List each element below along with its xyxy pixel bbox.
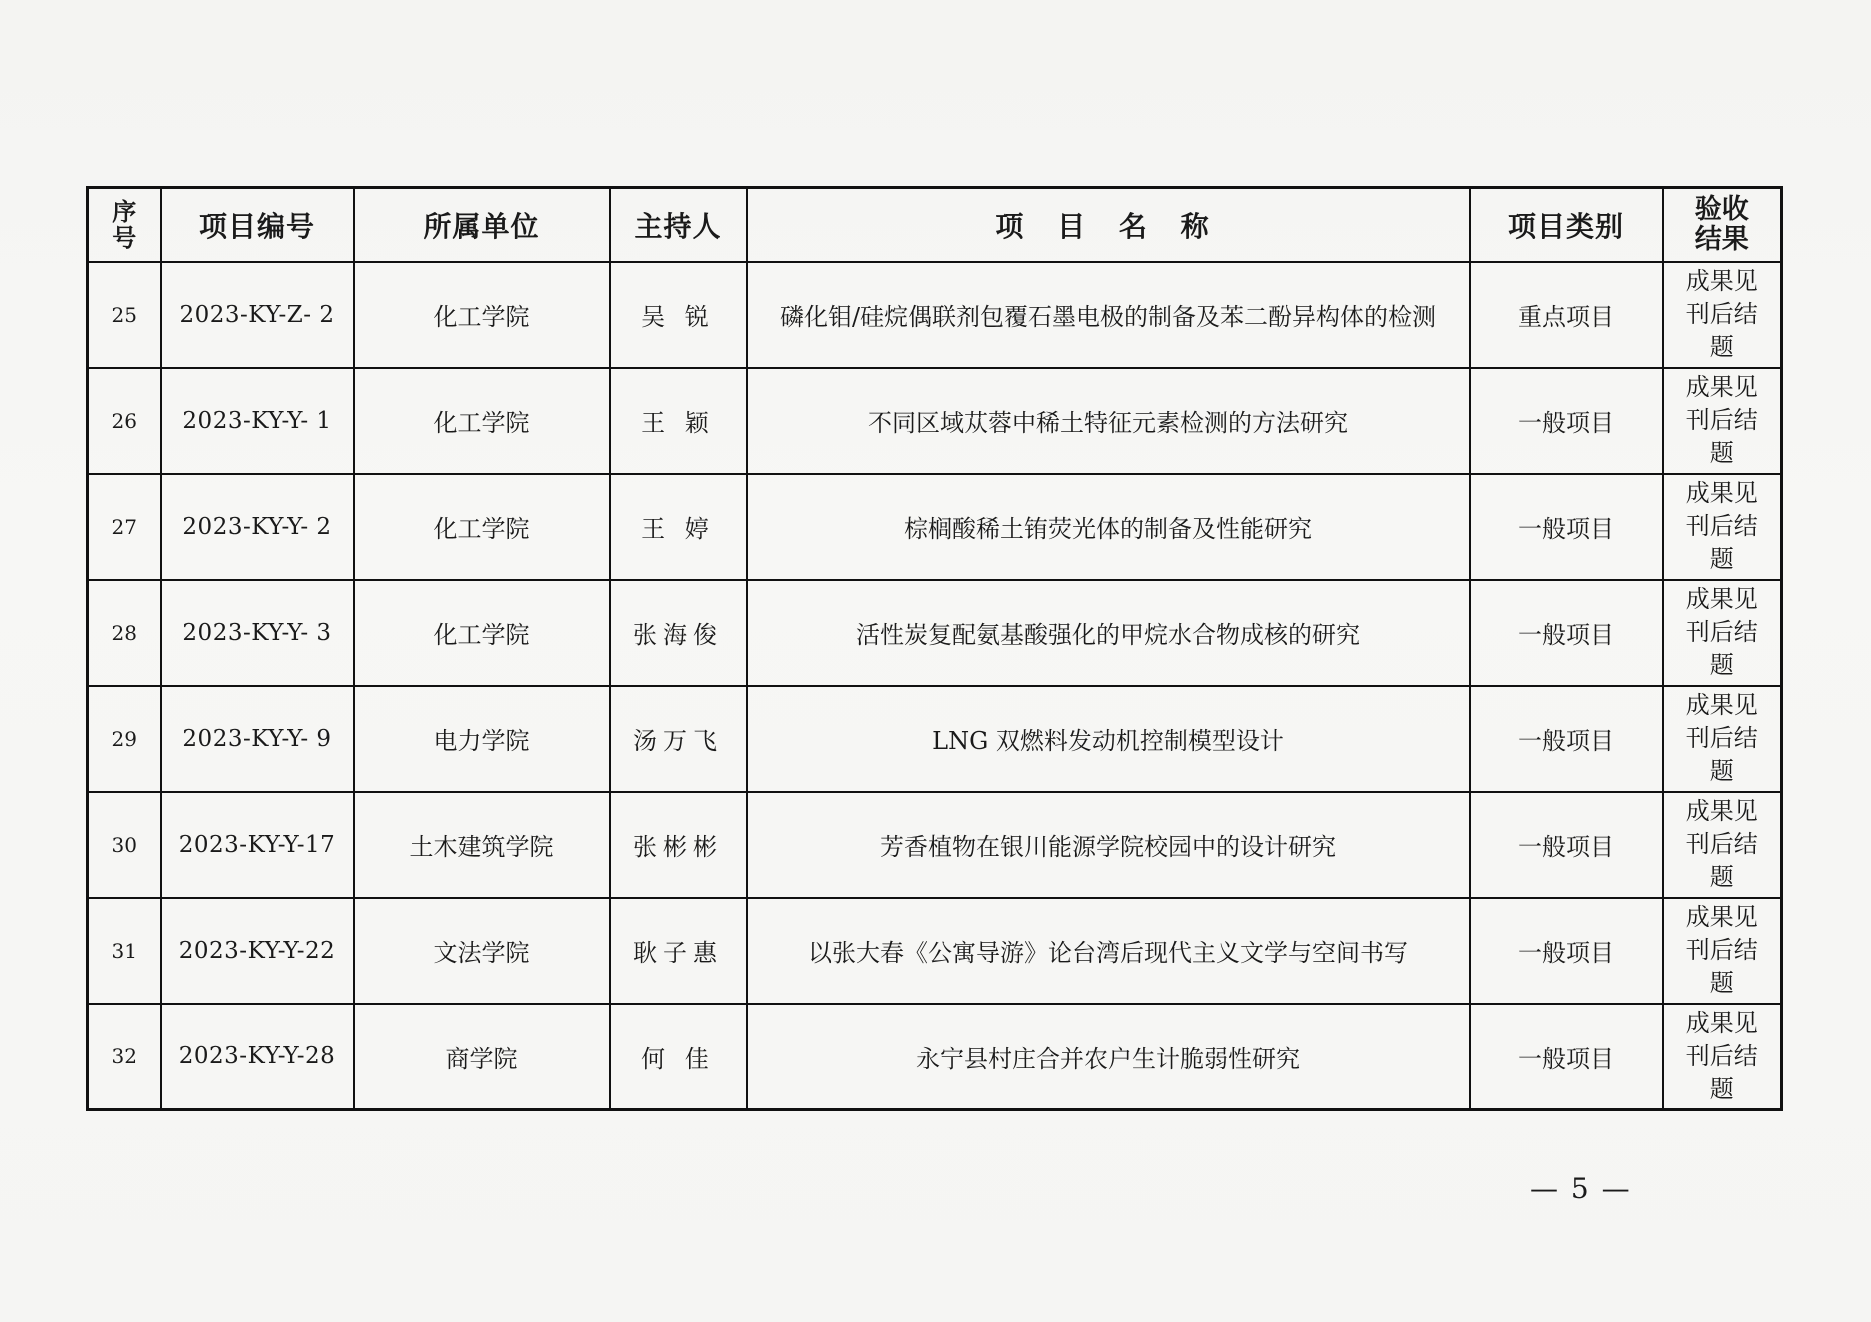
table-row <box>88 792 1782 898</box>
cell-category: 一般项目 <box>1470 368 1663 474</box>
cell-result <box>1663 792 1782 898</box>
cell-result <box>1663 474 1782 580</box>
result-text: 成果见刊后结题 <box>1685 479 1758 573</box>
cell-project-name: 活性炭复配氨基酸强化的甲烷水合物成核的研究 <box>747 580 1470 686</box>
cell-host: 吴 锐 <box>610 262 747 368</box>
cell-host: 汤万飞 <box>610 686 747 792</box>
cell-result <box>1663 686 1782 792</box>
cell-project-code: 2023-KY-Y-28 <box>161 1004 354 1110</box>
cell-unit: 化工学院 <box>354 580 610 686</box>
cell-project-name: 棕榈酸稀土铕荧光体的制备及性能研究 <box>747 474 1470 580</box>
header-category: 项目类别 <box>1470 188 1663 262</box>
header-seq: 序号 <box>88 188 161 262</box>
cell-seq: 30 <box>88 792 161 898</box>
cell-seq: 26 <box>88 368 161 474</box>
result-text: 成果见刊后结题 <box>1685 373 1758 467</box>
cell-seq: 27 <box>88 474 161 580</box>
header-code: 项目编号 <box>161 188 354 262</box>
cell-project-code: 2023-KY-Y- 1 <box>161 368 354 474</box>
header-host: 主持人 <box>610 188 747 262</box>
result-text: 成果见刊后结题 <box>1685 585 1758 679</box>
table-row <box>88 262 1782 368</box>
cell-project-name: 磷化钼/硅烷偶联剂包覆石墨电极的制备及苯二酚异构体的检测 <box>747 262 1470 368</box>
cell-seq: 32 <box>88 1004 161 1110</box>
result-text: 成果见刊后结题 <box>1685 691 1758 785</box>
result-text: 成果见刊后结题 <box>1685 1008 1758 1103</box>
cell-host: 耿子惠 <box>610 898 747 1004</box>
cell-category: 一般项目 <box>1470 686 1663 792</box>
cell-project-name: 以张大春《公寓导游》论台湾后现代主义文学与空间书写 <box>747 898 1470 1004</box>
page-number: — 5 — <box>1530 1172 1632 1205</box>
table-row <box>88 898 1782 1004</box>
header-name: 项 目 名 称 <box>747 188 1470 262</box>
cell-project-name: 芳香植物在银川能源学院校园中的设计研究 <box>747 792 1470 898</box>
table-row <box>88 368 1782 474</box>
cell-seq: 25 <box>88 262 161 368</box>
result-text: 成果见刊后结题 <box>1685 903 1758 997</box>
cell-host: 何 佳 <box>610 1004 747 1110</box>
cell-category: 一般项目 <box>1470 792 1663 898</box>
cell-unit: 化工学院 <box>354 368 610 474</box>
cell-unit: 文法学院 <box>354 898 610 1004</box>
cell-project-code: 2023-KY-Y-22 <box>161 898 354 1004</box>
cell-unit: 土木建筑学院 <box>354 792 610 898</box>
header-result: 验收结果 <box>1663 188 1782 262</box>
table-row <box>88 686 1782 792</box>
cell-result <box>1663 898 1782 1004</box>
cell-seq: 28 <box>88 580 161 686</box>
table-row <box>88 474 1782 580</box>
cell-project-name: 不同区域苁蓉中稀土特征元素检测的方法研究 <box>747 368 1470 474</box>
cell-result <box>1663 580 1782 686</box>
cell-seq: 29 <box>88 686 161 792</box>
cell-host: 王 婷 <box>610 474 747 580</box>
table-body <box>88 262 1782 1110</box>
cell-category: 一般项目 <box>1470 474 1663 580</box>
cell-project-code: 2023-KY-Z- 2 <box>161 262 354 368</box>
cell-project-code: 2023-KY-Y-17 <box>161 792 354 898</box>
cell-category: 一般项目 <box>1470 580 1663 686</box>
cell-project-code: 2023-KY-Y- 9 <box>161 686 354 792</box>
table-row <box>88 1004 1782 1110</box>
table-header-row <box>88 188 1782 262</box>
cell-project-name: LNG 双燃料发动机控制模型设计 <box>747 686 1470 792</box>
cell-project-code: 2023-KY-Y- 2 <box>161 474 354 580</box>
cell-project-code: 2023-KY-Y- 3 <box>161 580 354 686</box>
cell-host: 张海俊 <box>610 580 747 686</box>
cell-result <box>1663 1004 1782 1110</box>
cell-project-name: 永宁县村庄合并农户生计脆弱性研究 <box>747 1004 1470 1110</box>
cell-host: 张彬彬 <box>610 792 747 898</box>
cell-category: 一般项目 <box>1470 898 1663 1004</box>
cell-unit: 化工学院 <box>354 262 610 368</box>
table-row <box>88 580 1782 686</box>
header-unit: 所属单位 <box>354 188 610 262</box>
cell-result <box>1663 262 1782 368</box>
cell-unit: 电力学院 <box>354 686 610 792</box>
project-acceptance-table <box>86 186 1783 1111</box>
cell-result <box>1663 368 1782 474</box>
cell-host: 王 颖 <box>610 368 747 474</box>
cell-unit: 化工学院 <box>354 474 610 580</box>
cell-category: 重点项目 <box>1470 262 1663 368</box>
cell-category: 一般项目 <box>1470 1004 1663 1110</box>
cell-unit: 商学院 <box>354 1004 610 1110</box>
result-text: 成果见刊后结题 <box>1685 267 1758 361</box>
result-text: 成果见刊后结题 <box>1685 797 1758 891</box>
cell-seq: 31 <box>88 898 161 1004</box>
